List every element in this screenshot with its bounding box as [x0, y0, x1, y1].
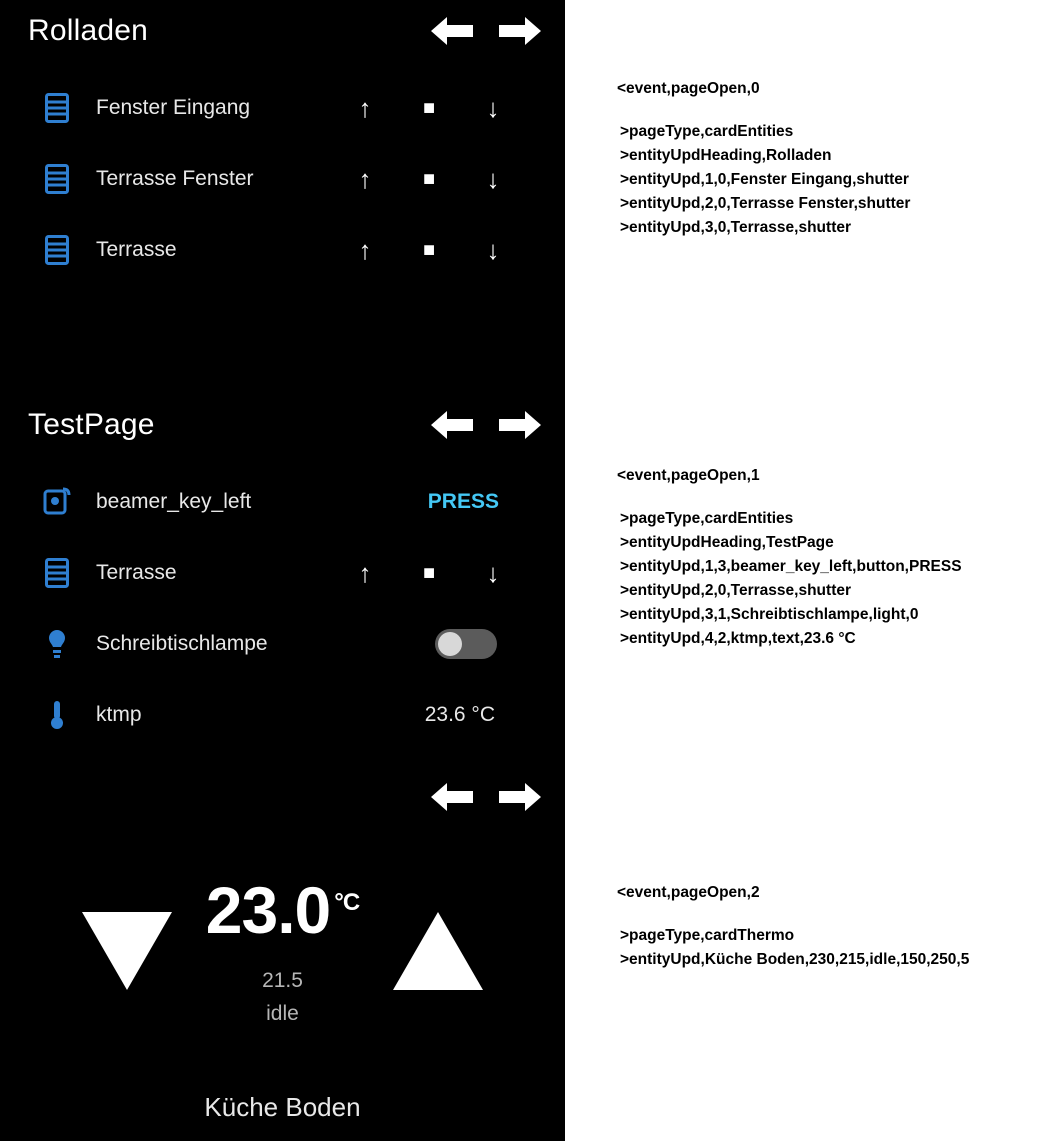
- target-temperature: 21.5: [262, 969, 303, 992]
- entity-label: beamer_key_left: [96, 489, 252, 513]
- light-icon: [34, 628, 80, 660]
- log-line: >pageType,cardThermo: [620, 927, 795, 944]
- card-testpage: [0, 394, 565, 750]
- nav-arrows: [431, 12, 541, 50]
- entity-label: ktmp: [96, 702, 142, 726]
- current-temperature-value: 23.0: [205, 873, 331, 947]
- left-arrow-icon[interactable]: [431, 778, 473, 816]
- right-arrow-icon[interactable]: [499, 12, 541, 50]
- log-event: <event,pageOpen,1: [617, 467, 760, 484]
- entity-row: [0, 214, 565, 285]
- button-icon: [34, 487, 80, 517]
- log-line: >entityUpdHeading,Rolladen: [620, 147, 832, 164]
- log-line: >entityUpd,3,1,Schreibtischlampe,light,0: [620, 606, 919, 623]
- button-controls: [428, 490, 525, 514]
- shutter-up-button[interactable]: ↑: [358, 234, 372, 265]
- entity-row: [0, 608, 565, 679]
- shutter-stop-button[interactable]: ■: [422, 167, 436, 190]
- current-temperature-unit: °C: [334, 889, 360, 916]
- nav-arrows: [431, 406, 541, 444]
- toggle-controls: [435, 629, 525, 659]
- left-arrow-icon[interactable]: [431, 12, 473, 50]
- log-line: >pageType,cardEntities: [620, 510, 794, 527]
- shutter-stop-button[interactable]: ■: [422, 238, 436, 261]
- card-header: [0, 394, 565, 466]
- entity-label: Schreibtischlampe: [96, 631, 268, 655]
- card-rolladen: [0, 0, 565, 285]
- log-line: >entityUpd,Küche Boden,230,215,idle,150,250,5: [620, 951, 970, 968]
- entity-row: [0, 679, 565, 750]
- entity-value: 23.6 °C: [424, 702, 495, 726]
- entity-label: Terrasse Fenster: [96, 166, 254, 190]
- entity-row: [0, 466, 565, 537]
- text-controls: [425, 703, 525, 727]
- shutter-down-button[interactable]: ↓: [486, 557, 500, 588]
- entity-row: [0, 537, 565, 608]
- left-arrow-icon[interactable]: [431, 406, 473, 444]
- card-thermo: [0, 770, 565, 1141]
- thermometer-icon: [34, 699, 80, 731]
- right-arrow-icon[interactable]: [499, 778, 541, 816]
- shutter-icon: [34, 558, 80, 588]
- toggle-knob: [438, 632, 462, 656]
- shutter-controls: [333, 92, 525, 123]
- card-header: [0, 0, 565, 72]
- entity-label: Fenster Eingang: [96, 95, 251, 119]
- log-line: >entityUpd,1,0,Fenster Eingang,shutter: [620, 171, 909, 188]
- card-header: [0, 770, 565, 834]
- entity-row: [0, 72, 565, 143]
- shutter-icon: [34, 93, 80, 123]
- current-temperature: [0, 872, 565, 948]
- shutter-controls: [333, 557, 525, 588]
- log-event: <event,pageOpen,0: [617, 80, 760, 97]
- log-event: <event,pageOpen,2: [617, 884, 760, 901]
- log-block: [617, 467, 962, 651]
- entity-rows: [0, 466, 565, 750]
- log-line: >entityUpd,2,0,Terrasse,shutter: [620, 582, 852, 599]
- entity-row: [0, 143, 565, 214]
- entity-label: Terrasse: [96, 560, 177, 584]
- page-title: TestPage: [28, 408, 155, 441]
- log-block: [617, 884, 969, 972]
- thermo-state: idle: [266, 1002, 299, 1025]
- log-line: >entityUpd,3,0,Terrasse,shutter: [620, 219, 852, 236]
- log-line: >entityUpdHeading,TestPage: [620, 534, 834, 551]
- log-line: >entityUpd,1,3,beamer_key_left,button,PRESS: [620, 558, 962, 575]
- log-line: >pageType,cardEntities: [620, 123, 794, 140]
- press-button[interactable]: PRESS: [427, 489, 499, 513]
- shutter-stop-button[interactable]: ■: [422, 561, 436, 584]
- page-title: Rolladen: [28, 14, 149, 47]
- shutter-up-button[interactable]: ↑: [358, 163, 372, 194]
- shutter-controls: [333, 163, 525, 194]
- shutter-down-button[interactable]: ↓: [486, 234, 500, 265]
- shutter-up-button[interactable]: ↑: [358, 92, 372, 123]
- shutter-icon: [34, 235, 80, 265]
- log-line: >entityUpd,4,2,ktmp,text,23.6 °C: [620, 630, 856, 647]
- shutter-stop-button[interactable]: ■: [422, 96, 436, 119]
- serial-log-panel: [565, 0, 1045, 1141]
- light-toggle[interactable]: [435, 629, 497, 659]
- log-block: [617, 80, 910, 240]
- shutter-icon: [34, 164, 80, 194]
- shutter-down-button[interactable]: ↓: [486, 92, 500, 123]
- shutter-controls: [333, 234, 525, 265]
- right-arrow-icon[interactable]: [499, 406, 541, 444]
- log-line: >entityUpd,2,0,Terrasse Fenster,shutter: [620, 195, 911, 212]
- entity-label: Terrasse: [96, 237, 177, 261]
- nav-arrows: [431, 778, 541, 816]
- thermo-name: Küche Boden: [204, 1092, 361, 1122]
- shutter-down-button[interactable]: ↓: [486, 163, 500, 194]
- shutter-up-button[interactable]: ↑: [358, 557, 372, 588]
- entity-rows: [0, 72, 565, 285]
